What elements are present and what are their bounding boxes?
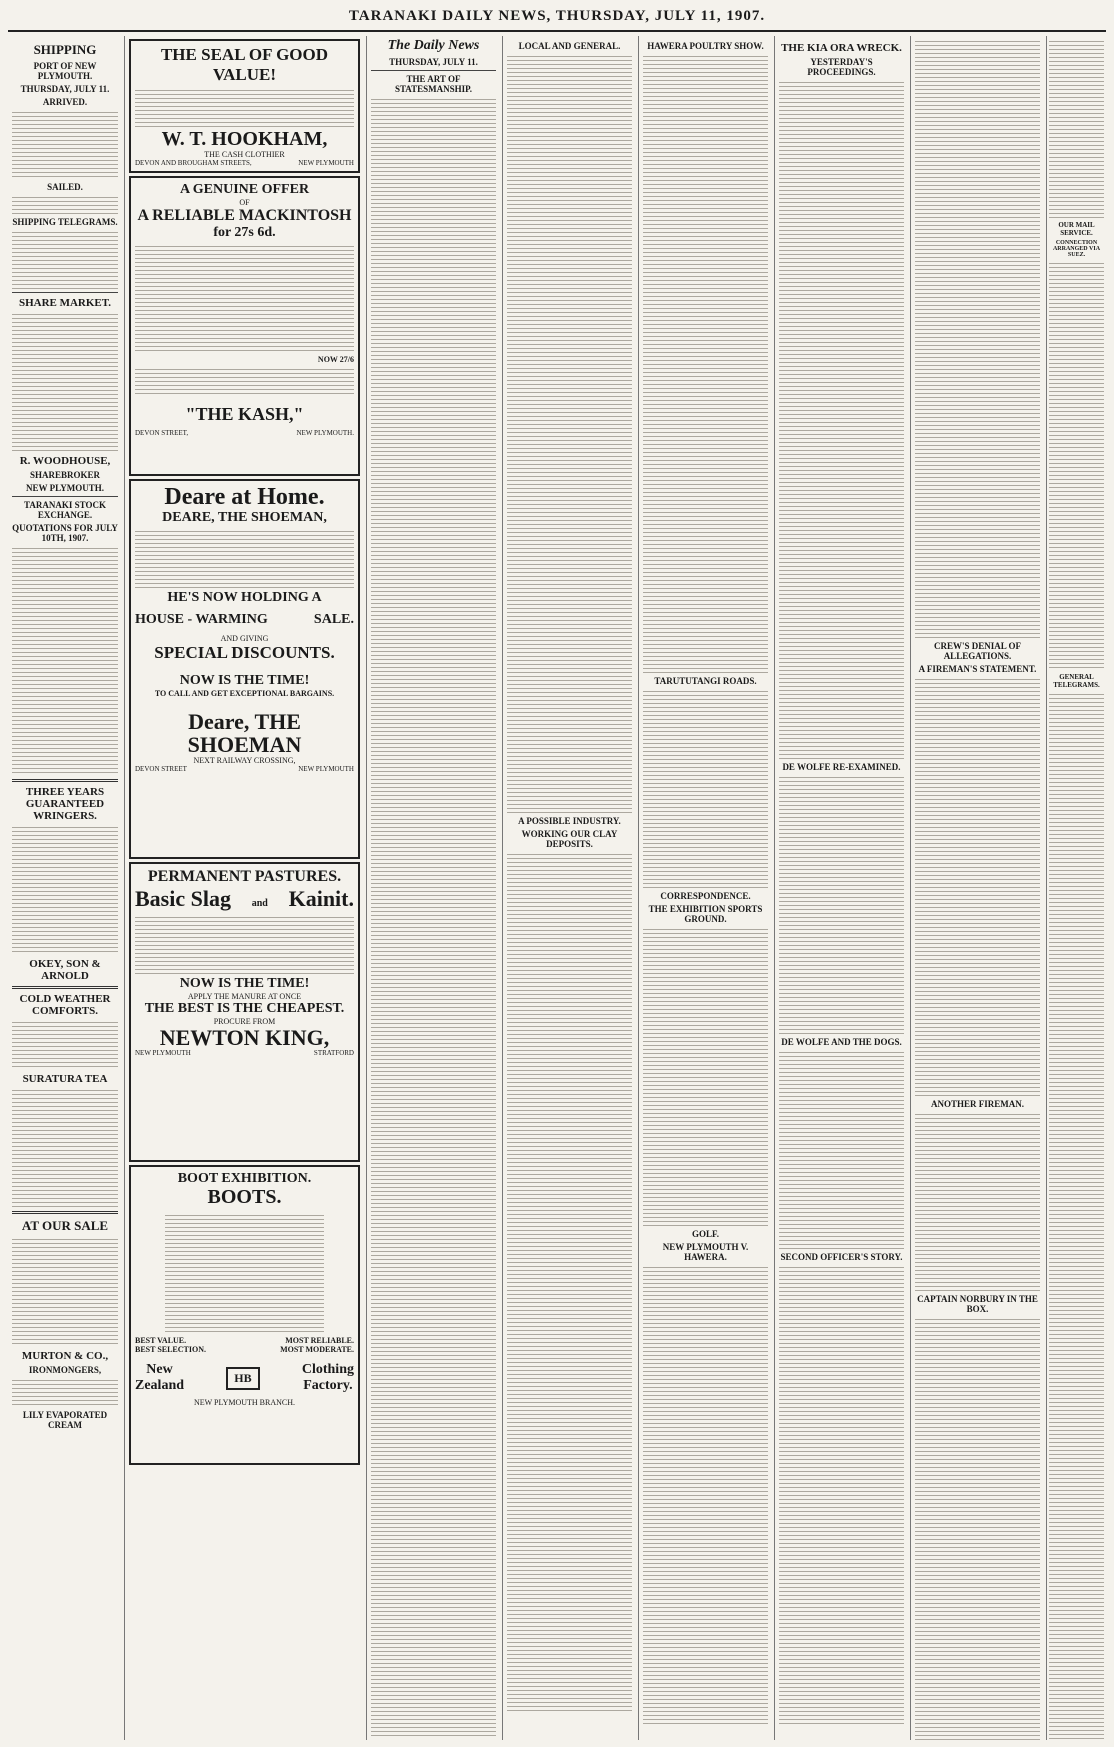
possible-industry-heading: A POSSIBLE INDUSTRY. (518, 816, 621, 826)
new-word: New (146, 1362, 173, 1377)
sale-word: SALE. (313, 612, 354, 628)
column-local (502, 36, 636, 1740)
shipping-heading: SHIPPING (33, 42, 97, 57)
nzcf-logo-icon: HB (226, 1367, 259, 1390)
boots-heading: BOOTS. (207, 1186, 282, 1208)
deare-devon: DEVON STREET (135, 765, 187, 774)
deare-ad (129, 479, 360, 859)
deare-np: NEW PLYMOUTH (298, 765, 354, 774)
permanent-heading: PERMANENT PASTURES. (147, 868, 342, 885)
daily-news-title: The Daily News (387, 38, 480, 53)
clay-deposits-heading: WORKING OUR CLAY DEPOSITS. (521, 829, 618, 849)
mail-service-heading: OUR MAIL SERVICE. (1058, 221, 1095, 237)
crew-denial-heading: CREW'S DENIAL OF ALLEGATIONS. (933, 641, 1022, 661)
kia-ora-heading: THE KIA ORA WRECK. (781, 42, 902, 54)
column-wreck-cont (910, 36, 1044, 1740)
sailed-heading: SAILED. (47, 182, 83, 192)
share-market-heading: SHARE MARKET. (18, 297, 112, 309)
newton-king-ad (129, 862, 360, 1162)
hookham-ad (129, 39, 360, 173)
hookham-np: NEW PLYMOUTH (298, 159, 354, 167)
suez-heading: CONNECTION ARRANGED VIA SUEZ. (1052, 240, 1101, 258)
np-label: NEW PLYMOUTH. (25, 483, 104, 493)
newton-np: NEW PLYMOUTH (135, 1049, 191, 1058)
apply-line: APPLY THE MANURE AT ONCE (187, 992, 302, 1001)
kainit: Kainit. (288, 886, 354, 911)
factory-word: Factory. (303, 1378, 353, 1393)
clothing-word: Clothing (301, 1362, 354, 1377)
arrived-heading: ARRIVED. (42, 97, 88, 107)
special-discounts: SPECIAL DISCOUNTS. (154, 643, 335, 663)
hookham-name: W. T. HOOKHAM, (161, 128, 328, 150)
suratura-heading: SURATURA TEA (22, 1073, 108, 1085)
fireman-heading: A FIREMAN'S STATEMENT. (918, 664, 1037, 674)
procure-line: PROCURE FROM (213, 1017, 276, 1026)
kash-devon: DEVON STREET, (135, 429, 189, 437)
de-wolfe-heading: DE WOLFE RE-EXAMINED. (782, 762, 901, 772)
woodhouse-name: R. WOODHOUSE, (19, 455, 111, 467)
local-general-heading: LOCAL AND GENERAL. (518, 41, 621, 51)
house-warming: HOUSE - WARMING (135, 612, 268, 628)
de-wolfe-dogs-heading: DE WOLFE AND THE DOGS. (781, 1037, 902, 1047)
column-ads (124, 36, 364, 1740)
tarututangi-heading: TARUTUTANGI ROADS. (654, 676, 757, 686)
kash-np: NEW PLYMOUTH. (296, 429, 354, 437)
golf-heading: GOLF. (692, 1229, 719, 1239)
port-heading: PORT OF NEW PLYMOUTH. (33, 61, 97, 81)
zealand-word: Zealand (135, 1378, 185, 1393)
ironmongers-label: IRONMONGERS, (28, 1365, 102, 1375)
poultry-show-heading: HAWERA POULTRY SHOW. (647, 41, 764, 51)
sharebroker-label: SHAREBROKER (29, 470, 100, 480)
date-line: THURSDAY, JULY 11. (20, 84, 110, 94)
guaranteed-heading: THREE YEARS GUARANTEED WRINGERS. (25, 786, 105, 822)
column-shipping (8, 36, 122, 1740)
column-telegrams (1046, 36, 1106, 1740)
second-officer-heading: SECOND OFFICER'S STORY. (780, 1252, 903, 1262)
np-hawera-heading: NEW PLYMOUTH V. HAWERA. (662, 1242, 749, 1262)
now-time-2: NOW IS THE TIME! (179, 976, 310, 991)
genuine-heading: A GENUINE OFFER (179, 182, 310, 197)
mackintosh-ad (129, 176, 360, 476)
another-fireman-heading: ANOTHER FIREMAN. (930, 1099, 1024, 1109)
holding-line: HE'S NOW HOLDING A (167, 590, 322, 606)
best-cheapest: THE BEST IS THE CHEAPEST. (144, 1001, 345, 1016)
exchange-heading: TARANAKI STOCK EXCHANGE. (24, 500, 106, 520)
lily-heading: LILY EVAPORATED CREAM (22, 1410, 108, 1430)
best-value: BEST VALUE. (135, 1336, 187, 1345)
kash-name: "THE KASH," (185, 404, 304, 424)
boot-exhibition: BOOT EXHIBITION. (177, 1171, 312, 1186)
proceedings-heading: YESTERDAY'S PROCEEDINGS. (807, 57, 876, 77)
general-telegrams-heading: GENERAL TELEGRAMS. (1053, 673, 1100, 689)
quotations-heading: QUOTATIONS FOR JULY 10TH, 1907. (12, 523, 118, 543)
statesmanship-heading: THE ART OF STATESMANSHIP. (394, 74, 473, 94)
editorial-date: THURSDAY, JULY 11. (389, 57, 478, 67)
next-railway: NEXT RAILWAY CROSSING, (193, 756, 296, 766)
clothier-label: THE CASH CLOTHIER (204, 150, 285, 159)
deare-shoeman: DEARE, THE SHOEMAN, (162, 510, 327, 526)
most-reliable: MOST RELIABLE. (285, 1336, 354, 1345)
newton-king: NEWTON KING, (159, 1025, 330, 1050)
captain-norbury-heading: CAPTAIN NORBURY IN THE BOX. (917, 1294, 1038, 1314)
masthead: TARANAKI DAILY NEWS, THURSDAY, JULY 11, 1907. (8, 8, 1106, 32)
column-poultry (638, 36, 772, 1740)
now-time: NOW IS THE TIME! (179, 673, 310, 689)
sale-heading: AT OUR SALE (21, 1218, 109, 1233)
cold-heading: COLD WEATHER COMFORTS. (19, 993, 111, 1017)
and-word: and (251, 898, 268, 909)
exhibition-heading: THE EXHIBITION SPORTS GROUND. (648, 904, 763, 924)
newton-stratford: STRATFORD (313, 1049, 354, 1058)
okey-name: OKEY, SON & ARNOLD (29, 958, 101, 982)
column-wreck (774, 36, 908, 1740)
now-276: NOW 27/6 (317, 355, 354, 364)
correspondence-heading: CORRESPONDENCE. (660, 891, 751, 901)
and-giving: AND GIVING (220, 634, 269, 644)
best-selection: BEST SELECTION. (135, 1345, 206, 1354)
deare-heading: Deare at Home. (164, 484, 325, 510)
murton-name: MURTON & CO., (21, 1350, 109, 1362)
deare-shoeman-2: Deare, THE SHOEMAN (187, 709, 302, 758)
seal-heading: THE SEAL OF GOOD VALUE! (160, 45, 329, 84)
of-label: OF (239, 198, 250, 207)
column-editorial (366, 36, 500, 1740)
boots-ad (129, 1165, 360, 1465)
basic-slag: Basic Slag (135, 886, 231, 911)
mackintosh-heading: A RELIABLE MACKINTOSH (137, 207, 352, 224)
most-moderate: MOST MODERATE. (280, 1345, 354, 1354)
hookham-address: DEVON AND BROUGHAM STREETS, (135, 159, 252, 167)
call-line: TO CALL AND GET EXCEPTIONAL BARGAINS. (154, 689, 335, 699)
telegrams-heading: SHIPPING TELEGRAMS. (12, 217, 118, 227)
price-line: for 27s 6d. (213, 225, 276, 240)
branch-line: NEW PLYMOUTH BRANCH. (193, 1398, 296, 1407)
